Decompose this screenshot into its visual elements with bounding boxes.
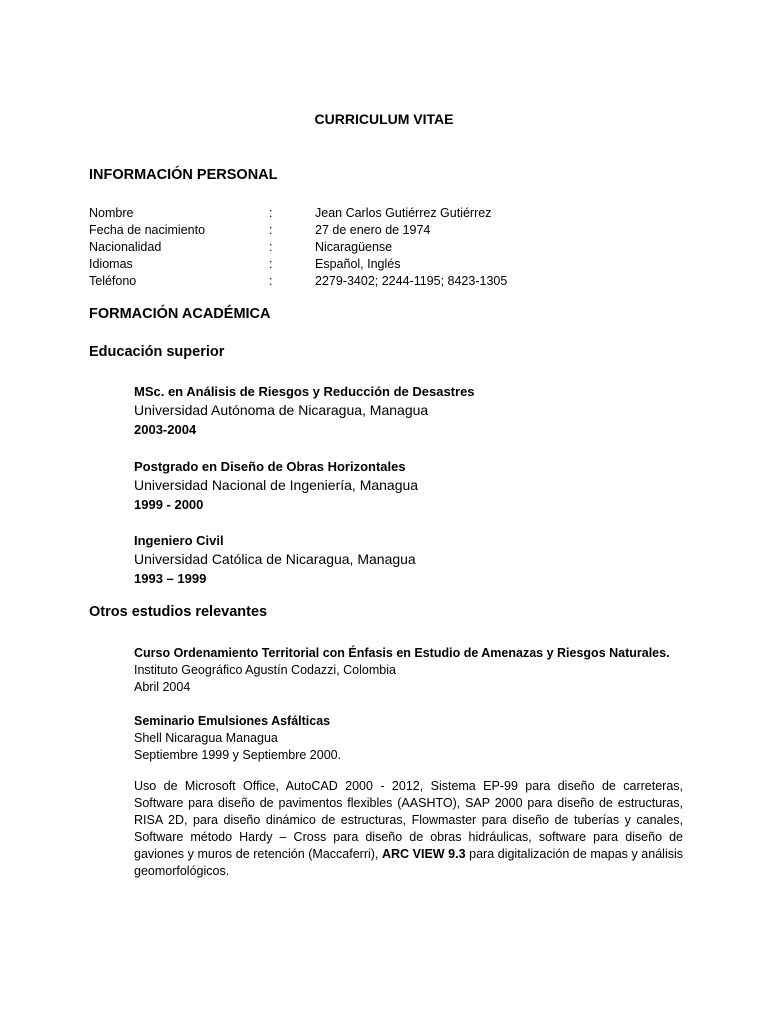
other-study-entry xyxy=(134,713,684,764)
personal-info-heading: INFORMACIÓN PERSONAL xyxy=(89,167,278,183)
study-institution: Instituto Geográfico Agustín Codazzi, Colombia xyxy=(134,663,396,677)
higher-education-heading: Educación superior xyxy=(89,344,225,360)
study-date: Abril 2004 xyxy=(134,680,191,694)
nationality-value: Nicaragüense xyxy=(315,240,393,254)
academic-heading: FORMACIÓN ACADÉMICA xyxy=(89,306,271,322)
personal-info-row xyxy=(89,239,649,256)
degree-years: 1993 – 1999 xyxy=(134,571,207,586)
birthdate-label: Fecha de nacimiento xyxy=(89,223,206,237)
degree-title: MSc. en Análisis de Riesgos y Reducción de Desastres xyxy=(134,384,475,399)
software-skills-paragraph xyxy=(134,778,683,880)
study-title: Seminario Emulsiones Asfálticas xyxy=(134,714,331,728)
phone-label: Teléfono xyxy=(89,274,137,288)
degree-title: Postgrado en Diseño de Obras Horizontales xyxy=(134,459,406,474)
nationality-label: Nacionalidad xyxy=(89,240,162,254)
birthdate-value: 27 de enero de 1974 xyxy=(315,223,431,237)
degree-years: 1999 - 2000 xyxy=(134,497,204,512)
separator: : xyxy=(269,206,273,220)
software-highlight: ARC VIEW 9.3 xyxy=(381,847,466,861)
languages-label: Idiomas xyxy=(89,257,133,271)
software-text: Uso de Microsoft Office, AutoCAD 2000 - 2012, Sistema EP-99 para diseño de carreteras, Software para diseño de pavimentos flexibles (AASHTO), SAP 2000 para diseño de estructuras, RISA 2D, para diseño dinámico de estructuras, Flowmaster para diseño de tuberías y canales, Software método Hardy – Cross para diseño de obras hidráulicas, software para diseño de gaviones y muros de retención (Maccaferri), xyxy=(134,779,683,861)
degree-institution: Universidad Autónoma de Nicaragua, Managua xyxy=(134,402,429,418)
education-entry xyxy=(134,382,684,439)
personal-info-row xyxy=(89,222,649,239)
degree-institution: Universidad Católica de Nicaragua, Managua xyxy=(134,551,416,567)
degree-institution: Universidad Nacional de Ingeniería, Managua xyxy=(134,477,419,493)
other-study-entry xyxy=(134,645,684,696)
personal-info-row xyxy=(89,205,649,222)
education-entry xyxy=(134,457,684,514)
degree-years: 2003-2004 xyxy=(134,422,197,437)
study-institution: Shell Nicaragua Managua xyxy=(134,731,278,745)
degree-title: Ingeniero Civil xyxy=(134,533,224,548)
separator: : xyxy=(269,274,273,288)
languages-value: Español, Inglés xyxy=(315,257,401,271)
other-studies-heading: Otros estudios relevantes xyxy=(89,604,268,620)
name-label: Nombre xyxy=(89,206,134,220)
personal-info-row xyxy=(89,256,649,273)
name-value: Jean Carlos Gutiérrez Gutiérrez xyxy=(315,206,492,220)
separator: : xyxy=(269,223,273,237)
personal-info-row xyxy=(89,273,649,290)
study-date: Septiembre 1999 y Septiembre 2000. xyxy=(134,748,342,762)
study-title: Curso Ordenamiento Territorial con Énfasis en Estudio de Amenazas y Riesgos Naturales. xyxy=(134,646,670,660)
education-entry xyxy=(134,531,684,588)
phone-value: 2279-3402; 2244-1195; 8423-1305 xyxy=(315,274,508,288)
personal-info-table xyxy=(89,205,649,290)
document-title: CURRICULUM VITAE xyxy=(314,111,454,127)
software-text-end: para digitalización de mapas y análisis geomorfológicos. xyxy=(134,847,683,878)
separator: : xyxy=(269,240,273,254)
separator: : xyxy=(269,257,273,271)
